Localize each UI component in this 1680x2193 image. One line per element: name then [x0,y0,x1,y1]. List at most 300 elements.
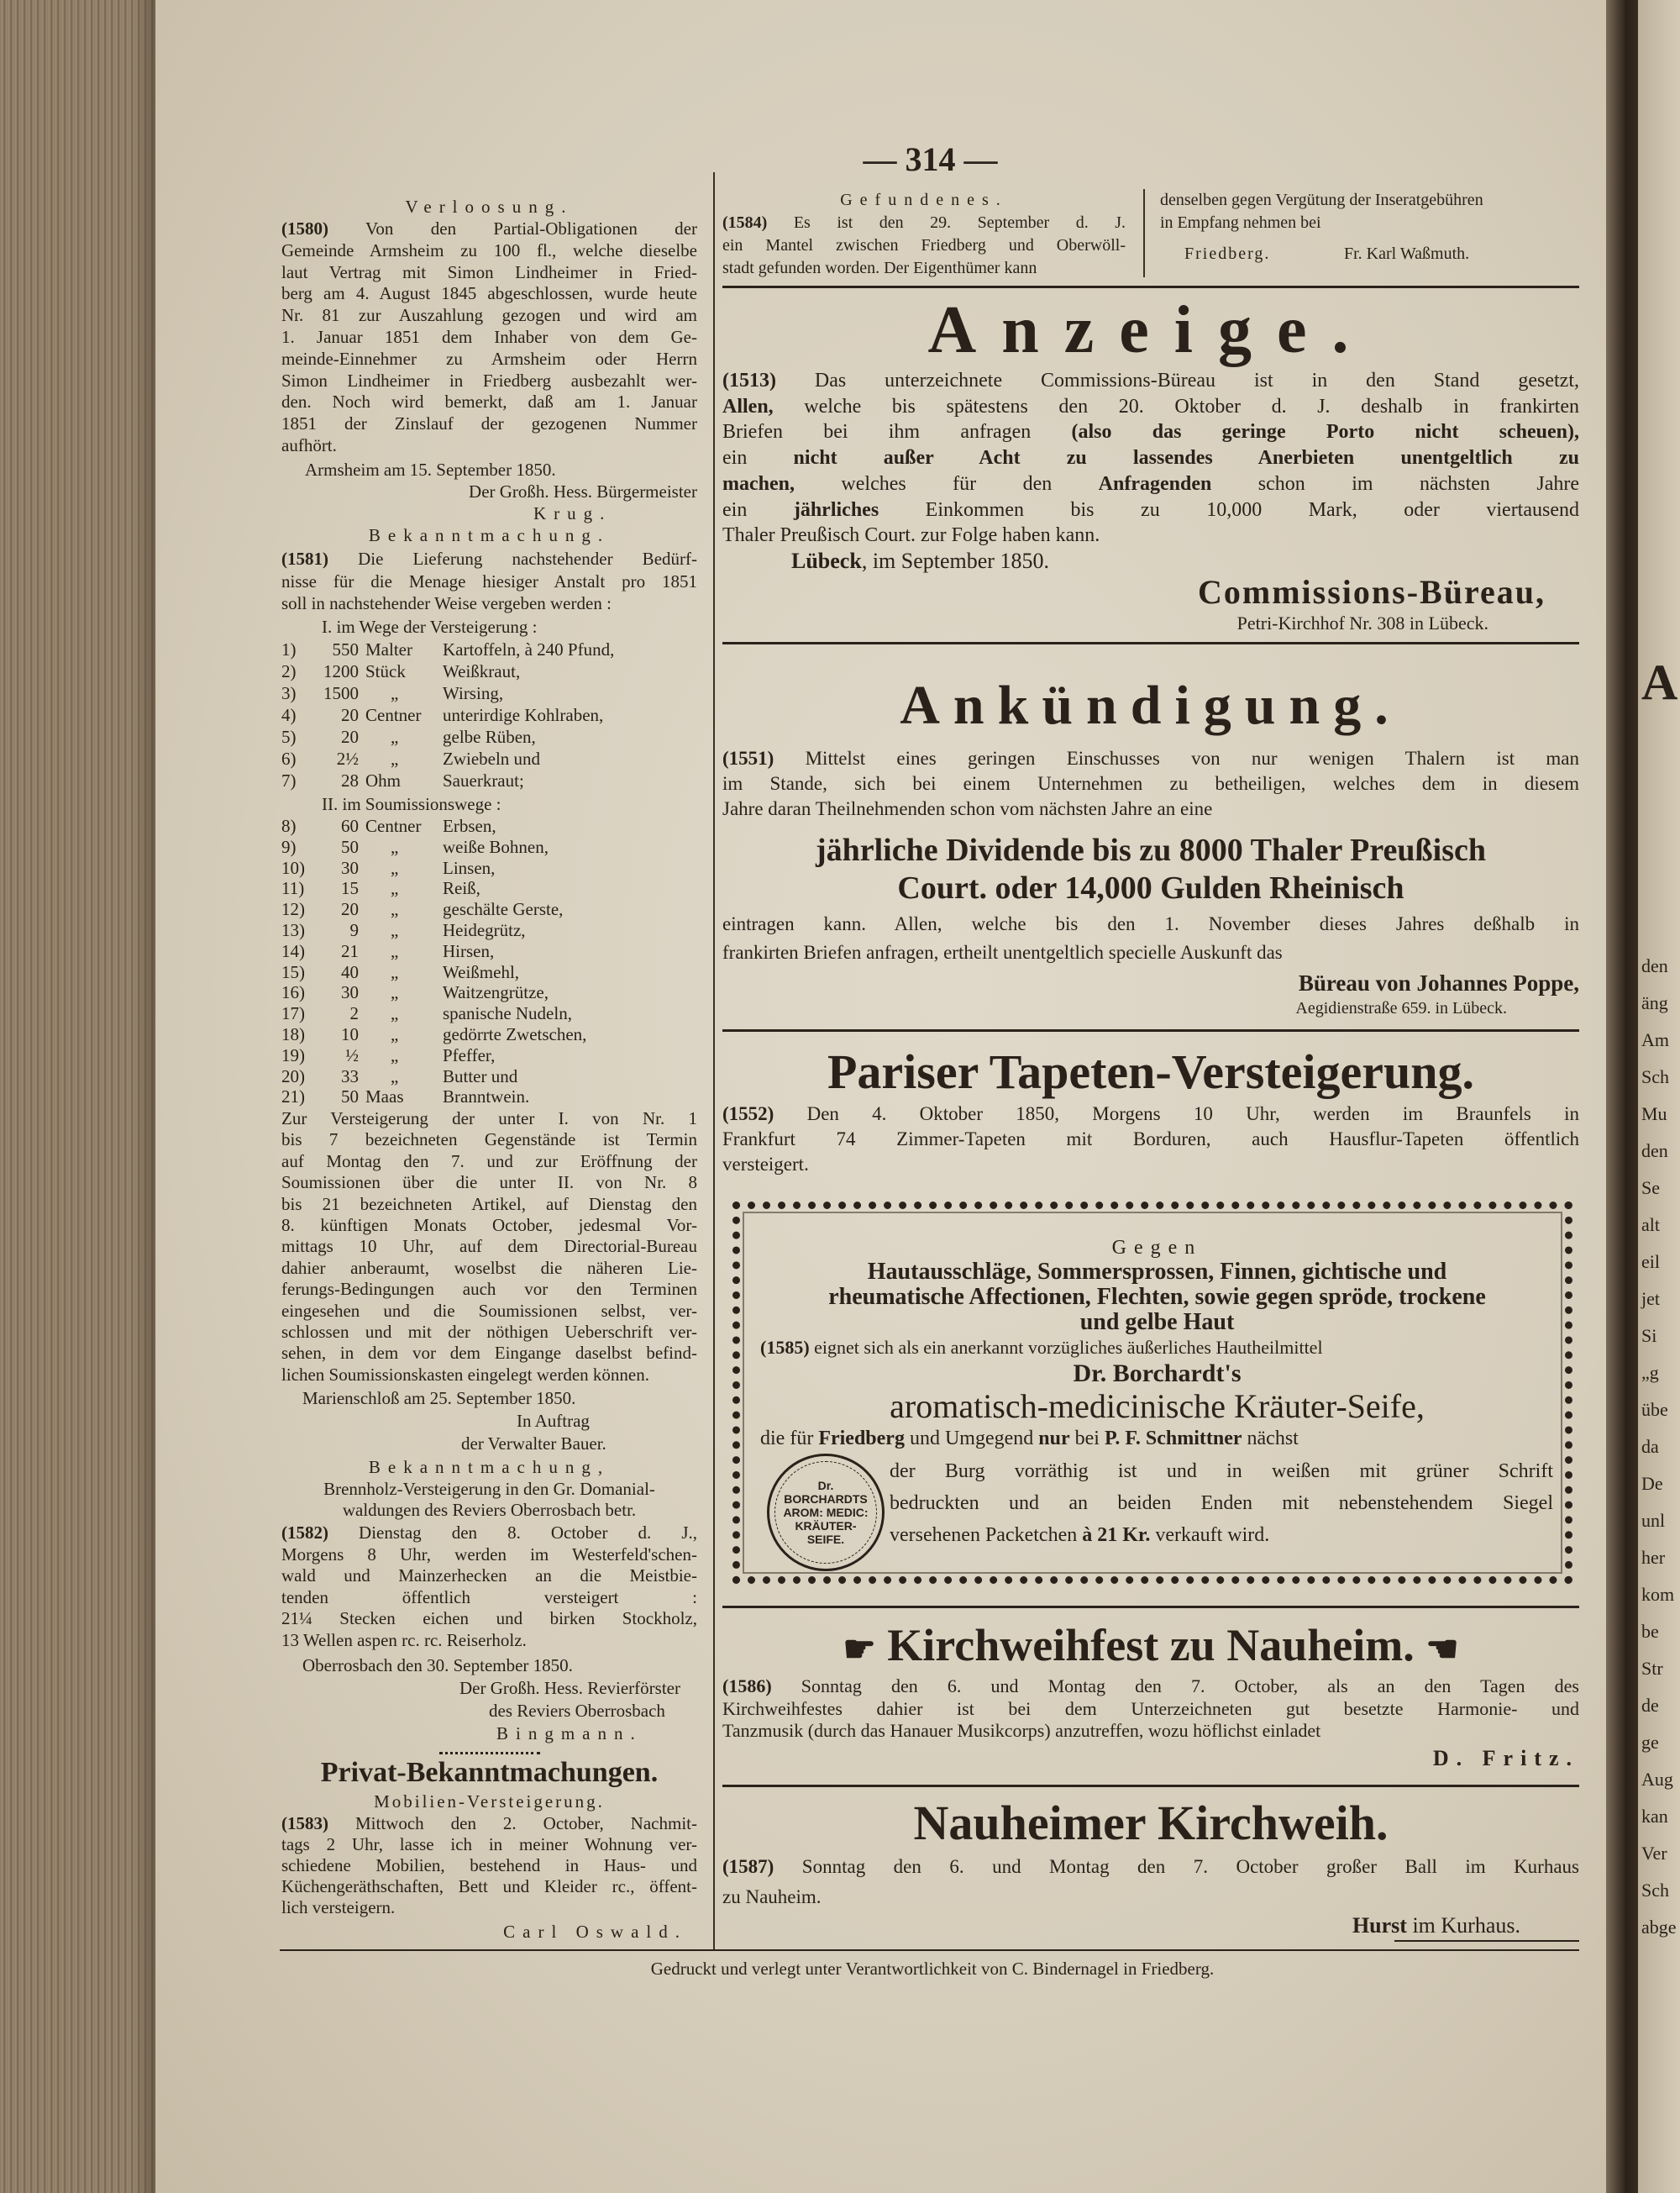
item-unit: „ [391,1003,399,1024]
text-segment: Anfragenden [1098,472,1212,495]
text-segment: Von den Partial-Obligationen der [328,218,697,239]
text-line: mittags 10 Uhr, auf dem Directorial-Bureau [281,1236,697,1257]
next-page-text-fragment: übe [1641,1399,1668,1420]
text-line: Simon Lindheimer in Friedberg ausbezahlt wer- [281,370,697,391]
text-segment: versehenen Packetchen [890,1524,1083,1546]
text-segment: Friedberg [818,1428,905,1449]
text-segment: rheumatische Affectionen, Flechten, [828,1284,1189,1310]
text-segment: und Umgegend [904,1428,1039,1449]
text-line [722,445,1579,471]
text-segment: à 21 Kr. [1082,1524,1151,1546]
text-segment: Mittwoch den 2. October, Nachmit- [328,1813,697,1833]
item-quantity: 30 [341,857,359,878]
text-segment: (1587) [722,1856,774,1877]
item-number: 4) [281,705,297,725]
text-line: auf Montag den 7. und zur Eröffnung der [281,1150,697,1171]
text-segment: verkauft wird. [1150,1524,1270,1546]
next-page-text-fragment: Sch [1641,1880,1669,1901]
text-segment: (also das geringe Porto nicht scheuen), [1071,421,1580,444]
text-segment: nächst [1242,1428,1299,1449]
book-page-edges [0,0,160,2193]
text-line: jährliche Dividende bis zu 8000 Thaler Preußisch [815,833,1487,868]
item-name: Reiß, [443,878,480,899]
item-unit: „ [391,899,399,920]
text-line: 21¼ Stecken eichen und birken Stockholz, [281,1608,697,1629]
item-unit: Centner [365,816,422,836]
item-quantity: 1200 [323,661,359,681]
headline-anzeige: Anzeige. [927,293,1374,367]
text-line: bis 7 bezeichneten Gegenstände ist Termin [281,1129,697,1150]
next-page-text-fragment: unl [1641,1510,1666,1531]
item-unit: „ [391,1023,399,1044]
text-line: ferungs-Bedingungen auch vor den Terminen [281,1279,697,1300]
firewood-auction-subtitle [281,1479,697,1521]
text-line [722,1675,1579,1698]
item-quantity: 20 [341,899,359,920]
section-rule [722,642,1579,644]
text-segment: Die Lieferung nachstehender Bedürf- [328,549,697,569]
item-number: 14) [281,940,305,961]
short-rule [1394,1940,1579,1942]
soap-seal-stamp [767,1454,885,1571]
item-quantity: 28 [341,770,359,791]
item-quantity: 21 [341,940,359,961]
supply-list-auction [281,639,697,791]
text-line [722,497,1579,523]
notice-1587-signer [722,1914,1579,1938]
column-divider [713,172,715,1949]
text-segment: schon im nächsten Jahre [1211,472,1579,495]
notice-1551-address: Aegidienstraße 659. in Lübeck. [1295,999,1507,1018]
list-heading-auction: I. im Wege der Versteigerung : [322,617,538,637]
notice-1513-date [722,550,1648,572]
notice-1586 [722,1675,1579,1743]
item-name: Weißkraut, [443,661,521,681]
item-number: 11) [281,878,305,899]
pointing-hand-left-icon: ☚ [1425,1628,1459,1670]
section-rule [722,1029,1579,1032]
text-line [760,1285,1554,1310]
ad-1585-first-line [760,1425,1554,1452]
item-number: 1) [281,639,297,660]
headline-kirchweihfest-text: Kirchweihfest zu Nauheim. [887,1620,1415,1670]
text-segment: Sonntag den 6. und Montag den 7. October, als an den Tagen des [771,1675,1579,1696]
text-line [722,419,1579,445]
section-title-bekanntmachung: Bekanntmachung. [368,525,611,545]
text-segment: Mittelst eines geringen Einschusses von nur wenigen Thalern ist man [774,748,1579,769]
text-line [760,1425,1554,1452]
auction-terms [281,1108,697,1386]
imprint-footer: Gedruckt und verlegt unter Verantwortlichkeit von C. Bindernagel in Friedberg. [650,1959,1215,1979]
text-line: soll in nachstehender Weise vergeben werden : [281,593,612,613]
text-line: wald und Mainzerhecken an die Meistbie- [281,1565,697,1586]
item-unit: „ [391,1044,399,1065]
item-unit: „ [391,683,399,703]
item-number: 6) [281,749,297,769]
text-segment: im Kurhaus. [1406,1913,1520,1938]
item-name: Hirsen, [443,940,495,961]
headline-ankuendigung: Ankündigung. [900,675,1402,736]
item-name: Branntwein. [443,1086,530,1107]
next-page-text-fragment: de [1641,1695,1659,1716]
item-quantity: 20 [341,705,359,725]
item-unit: „ [391,749,399,769]
text-segment: welche bis spätestens den 20. Oktober d. J. deshalb in frankirten [773,395,1579,418]
text-segment: Briefen bei ihm anfragen [722,421,1072,444]
text-segment: Sonntag den 6. und Montag den 7. October großer Ball im Kurhaus [774,1856,1579,1877]
item-name: gelbe Rüben, [443,727,536,747]
next-page-text-fragment: abge [1641,1917,1677,1938]
item-unit: „ [391,919,399,940]
text-segment: die für [760,1428,819,1449]
item-unit: „ [391,982,399,1003]
auction-terms-date: Marienschloß am 25. September 1850. [302,1388,576,1408]
supply-list-submission [281,816,697,1107]
text-line: Jahre daran Theilnehmenden schon vom nächsten Jahre an eine [722,798,1213,819]
item-number: 12) [281,899,305,920]
section-rule [722,1606,1579,1608]
item-number: 5) [281,727,297,747]
item-unit: Centner [365,705,422,725]
notice-1582-signature: Der Großh. Hess. Revierförster [459,1678,680,1698]
next-page-text-fragment: eil [1641,1251,1660,1272]
item-number: 10) [281,857,305,878]
text-segment: Einkommen bis zu 10,000 Mark, oder viertausend [879,498,1579,521]
item-unit: „ [391,961,399,982]
item-name: Weißmehl, [443,961,520,982]
text-segment: bei [1069,1428,1105,1449]
item-quantity: 2 [349,1003,359,1024]
ad-1585-intro [760,1336,1554,1359]
auction-terms-signature: In Auftrag [517,1411,590,1431]
text-line: Soumissionen über die unter II. von Nr. 8 [281,1172,697,1193]
text-segment: (1583) [281,1813,328,1833]
text-segment: Es ist den 29. September d. J. [767,213,1126,232]
next-page-text-fragment: Aug [1641,1769,1673,1790]
text-segment: Dienstag den 8. October d. J., [328,1522,697,1543]
text-line: aufhört. [281,434,337,455]
text-segment: Das unterzeichnete Commissions-Büreau ist in den Stand gesetzt, [775,370,1579,392]
section-title-bekanntmachung-2: Bekanntmachung, [368,1457,611,1477]
text-segment: (1584) [722,213,768,232]
text-line [281,548,697,571]
text-line: Tanzmusik (durch das Hanauer Musikcorps) anzutreffen, wozu höflichst einladet [722,1720,1321,1741]
ad-1585-gegen: Gegen [1111,1237,1203,1259]
text-line [890,1519,1553,1551]
next-page-text-fragment: Ver [1641,1843,1667,1864]
text-line: Dr. [817,1479,834,1492]
notice-1580-signer: Krug. [533,503,612,523]
item-number: 7) [281,770,297,791]
notice-1582-district: des Reviers Oberrosbach [489,1701,665,1721]
item-name: Erbsen, [443,816,496,836]
text-segment: nicht außer Acht zu lassendes Anerbieten unentgeltlich zu [793,447,1579,470]
next-page-text-fragment: Str [1641,1658,1663,1679]
text-line: KRÄUTER- [795,1519,857,1533]
text-line: Morgens 8 Uhr, werden im Westerfeld'schen- [281,1544,697,1565]
notice-1551-dividend [722,832,1579,907]
notice-1582 [281,1522,697,1652]
next-page-text-fragment: äng [1641,992,1668,1013]
item-unit: „ [391,878,399,899]
text-line [722,1852,1579,1882]
item-quantity: 9 [349,919,359,940]
text-segment: eignet sich als ein anerkannt vorzügliches äußerliches Hautheilmittel [809,1337,1323,1358]
item-number: 19) [281,1044,305,1065]
footer-rule [280,1949,1579,1951]
notice-1580 [281,218,697,457]
next-page-text-fragment: Si [1641,1325,1657,1346]
item-number: 15) [281,961,305,982]
text-line: frankirten Briefen anfragen, ertheilt unentgeltlich specielle Auskunft das [722,942,1283,963]
item-unit: „ [391,1065,399,1086]
item-number: 8) [281,816,297,836]
text-line: in Empfang nehmen bei [1160,213,1321,232]
item-number: 18) [281,1023,305,1044]
text-line: schlossen und mit der nöthigen Ueberschrift ver- [281,1322,697,1343]
text-segment: jährliches [793,498,879,521]
notice-1580-signature: Der Großh. Hess. Bürgermeister [469,481,697,502]
next-page-text-fragment: jet [1641,1288,1660,1309]
text-segment: Lübeck [791,549,862,573]
section-rule [722,1785,1579,1787]
item-number: 16) [281,982,305,1003]
text-segment: , im September 1850. [861,549,1049,573]
next-page-text-fragment: A [1641,655,1678,710]
text-segment: Hurst [1352,1913,1407,1938]
item-unit: „ [391,857,399,878]
item-quantity: 550 [332,639,359,660]
text-segment: P. F. Schmittner [1104,1428,1242,1449]
text-segment: Den 4. Oktober 1850, Morgens 10 Uhr, werden im Braunfels in [774,1103,1579,1124]
notice-1584-place: Friedberg. [1184,245,1271,263]
item-quantity: 2½ [336,749,359,769]
notice-1513-signer: Commissions-Büreau, [1198,573,1546,611]
text-line: 8. künftigen Monats October, jedesmal Vor- [281,1215,697,1236]
notice-1583-signer: Carl Oswald. [503,1922,687,1942]
item-number: 3) [281,683,297,703]
text-segment: (1551) [722,748,774,769]
text-line: Kirchweihfestes dahier ist bei dem Unterzeichneten gut besetzte Harmonie- und [722,1697,1579,1719]
text-line: lichen Soumissionskasten eingelegt werden können. [281,1364,649,1385]
item-quantity: 50 [341,836,359,857]
text-line: dahier anberaumt, woselbst die näheren Lie- [281,1257,697,1278]
text-line: den. Noch wird bemerkt, daß am 1. Januar [281,392,697,413]
text-line: AROM: MEDIC: [783,1506,869,1519]
next-page-text-fragment: „g [1641,1362,1659,1383]
text-line [281,218,697,240]
item-name: Butter und [443,1065,518,1086]
ornament-divider [439,1745,540,1754]
next-page-text-fragment: Sch [1641,1066,1669,1087]
text-line [722,1102,1579,1127]
text-line: sehen, in dem vor dem Eingange daselbst befind- [281,1343,697,1364]
text-line [281,1813,697,1834]
text-line [722,471,1579,497]
text-segment: (1552) [722,1103,774,1124]
next-page-text-fragment: den [1641,955,1668,976]
text-line: eintragen kann. Allen, welche bis den 1. November dieses Jahres deßhalb in [722,913,1579,934]
notice-1513 [722,368,1579,549]
item-quantity: 10 [341,1023,359,1044]
text-line: Küchengeräthschaften, Bett und Kleider rc., öffent- [281,1876,697,1896]
text-line: Nr. 81 zur Auszahlung gezogen und wird am [281,305,697,326]
item-quantity: 50 [341,1086,359,1107]
item-quantity: 30 [341,982,359,1003]
text-line: versteigert. [722,1154,809,1175]
item-unit: Malter [365,639,412,660]
next-page-text-fragment: Am [1641,1029,1669,1050]
text-line: BORCHARDTS [784,1492,868,1506]
notice-1586-signer: D. Fritz. [1432,1746,1579,1770]
item-unit: Stück [365,661,406,681]
text-segment: (1513) [722,370,776,392]
notice-1551-signer: Büreau von Johannes Poppe, [1298,970,1579,996]
text-line: Thaler Preußisch Court. zur Folge haben kann. [722,524,1100,547]
text-line: der Burg vorräthig ist und in weißen mit grüner Schrift [890,1460,1553,1482]
ad-1585-ailments [760,1260,1554,1335]
text-line [722,368,1579,394]
notice-1582-date: Oberrosbach den 30. September 1850. [302,1655,573,1675]
item-name: Wirsing, [443,683,504,703]
text-line: laut Vertrag mit Simon Lindheimer in Fried- [281,261,697,282]
text-line: bedruckten und an beiden Enden mit nebenstehendem Siegel [890,1492,1553,1514]
section-title-found: Gefundenes. [840,191,1008,209]
text-line: bis 21 bezeichneten Artikel, auf Dienstag den [281,1193,697,1214]
item-name: geschälte Gerste, [443,899,564,920]
list-heading-submission: II. im Soumissionswege : [322,794,501,814]
text-segment: machen, [722,472,795,495]
item-name: Zwiebeln und [443,749,541,769]
item-number: 2) [281,661,297,681]
text-line [722,394,1579,420]
next-page-text-fragment: kan [1641,1806,1668,1827]
page-number: — 314 — [863,140,998,178]
text-line: Zur Versteigerung der unter I. von Nr. 1 [281,1108,697,1128]
text-line [722,212,1126,234]
text-segment: (1580) [281,218,328,239]
item-unit: Maas [365,1086,404,1107]
text-line: Gemeinde Armsheim zu 100 fl., welche dieselbe [281,239,697,260]
item-quantity: 20 [341,727,359,747]
item-name: Linsen, [443,857,496,878]
text-line: 13 Wellen aspen rc. rc. Reiserholz. [281,1629,527,1650]
item-quantity: 40 [341,961,359,982]
text-line: waldungen des Reviers Oberrosbach betr. [342,1500,637,1520]
text-line: im Stande, sich bei einem Unternehmen zu betheiligen, welches dem in diesem [722,773,1579,794]
item-name: spanische Nudeln, [443,1003,572,1024]
notice-1582-signer: Bingmann. [496,1723,643,1743]
text-segment: nur [1038,1428,1070,1449]
item-number: 9) [281,836,297,857]
item-name: Pfeffer, [443,1044,496,1065]
notice-1583 [281,1813,697,1918]
notice-1580-date: Armsheim am 15. September 1850. [305,460,556,480]
notice-1584-signer: Fr. Karl Waßmuth. [1344,245,1470,263]
item-name: unterirdige Kohlraben, [443,705,604,725]
ad-1585-details [890,1455,1553,1551]
next-page-text-fragment: her [1641,1547,1666,1568]
text-segment: ein [722,447,794,470]
text-segment: spröde, trockene [1319,1284,1486,1310]
next-page-text-fragment: Mu [1641,1103,1667,1124]
text-line: meinde-Einnehmer zu Armsheim oder Herrn [281,348,697,369]
item-unit: „ [391,940,399,961]
next-page-text-fragment: kom [1641,1584,1675,1605]
item-quantity: 1500 [323,683,359,703]
item-number: 20) [281,1065,305,1086]
book-gutter [1606,0,1640,2193]
ad-1585-product: aromatisch-medicinische Kräuter-Seife, [890,1387,1425,1425]
item-name: Waitzengrütze, [443,982,549,1003]
text-line: und gelbe Haut [1079,1309,1235,1335]
notice-1552 [722,1102,1579,1177]
text-segment: sowie gegen [1189,1284,1320,1310]
text-line: eingesehen und die Soumissionen selbst, ver- [281,1300,697,1321]
text-line [722,746,1579,771]
next-page-text-fragment: be [1641,1621,1659,1642]
text-line: Court. oder 14,000 Gulden Rheinisch [897,870,1404,906]
item-name: Heidegrütz, [443,919,526,940]
text-segment: (1586) [722,1675,772,1696]
text-line: tenden öffentlich versteigert : [281,1586,697,1607]
text-segment: ein [722,498,794,521]
headline-nauheimer-kirchweih: Nauheimer Kirchweih. [913,1796,1389,1850]
text-segment: (1581) [281,549,328,569]
text-segment: (1585) [760,1337,810,1358]
next-page-text-fragment: Se [1641,1177,1660,1198]
notice-1581 [281,548,697,615]
text-line: Frankfurt 74 Zimmer-Tapeten mit Borduren, auch Hausflur-Tapeten öffentlich [722,1128,1579,1149]
text-line: stadt gefunden worden. Der Eigenthümer kann [722,259,1037,277]
text-line: denselben gegen Vergütung der Inseratgebühren [1160,191,1483,209]
text-line: SEIFE. [806,1533,845,1546]
next-page-text-fragment: alt [1641,1214,1660,1235]
text-line: Brennholz-Versteigerung in den Gr. Domanial- [323,1479,655,1499]
item-unit: „ [391,727,399,747]
notice-1587 [722,1852,1579,1912]
section-title-furniture-auction: Mobilien-Versteigerung. [374,1791,605,1812]
text-segment: welches für den [795,472,1099,495]
notice-1513-address: Petri-Kirchhof Nr. 308 in Lübeck. [1236,613,1488,634]
text-line: schiedene Mobilien, bestehend in Haus- und [281,1855,697,1875]
item-name: gedörrte Zwetschen, [443,1023,587,1044]
text-line [281,1522,697,1544]
text-line: nisse für die Menage hiesiger Anstalt pro 1851 [281,571,697,592]
notice-1551-continued [722,910,1579,967]
text-line: 1851 der Zinslauf der gezogenen Nummer [281,413,697,434]
pointing-hand-right-icon: ☛ [843,1628,876,1670]
item-quantity: 15 [341,878,359,899]
notice-1551 [722,746,1579,822]
text-segment: Allen, [722,395,774,418]
text-line: berg am 4. August 1845 abgeschlossen, wurde heute [281,283,697,304]
notice-1584 [722,212,1126,280]
item-unit: „ [391,836,399,857]
text-line: tags 2 Uhr, lasse ich in meiner Wohnung ver- [281,1834,697,1854]
item-number: 21) [281,1086,305,1107]
headline-pariser-tapeten: Pariser Tapeten-Versteigerung. [827,1044,1475,1099]
next-page-edge [1638,0,1680,2193]
next-page-text-fragment: ge [1641,1732,1659,1753]
item-number: 13) [281,919,305,940]
item-quantity: ½ [345,1044,359,1065]
text-line: lich versteigern. [281,1897,396,1917]
text-line: ein Mantel zwischen Friedberg und Oberwöll- [722,236,1126,255]
text-line: zu Nauheim. [722,1886,822,1907]
item-quantity: 33 [341,1065,359,1086]
text-segment: (1582) [281,1522,328,1543]
